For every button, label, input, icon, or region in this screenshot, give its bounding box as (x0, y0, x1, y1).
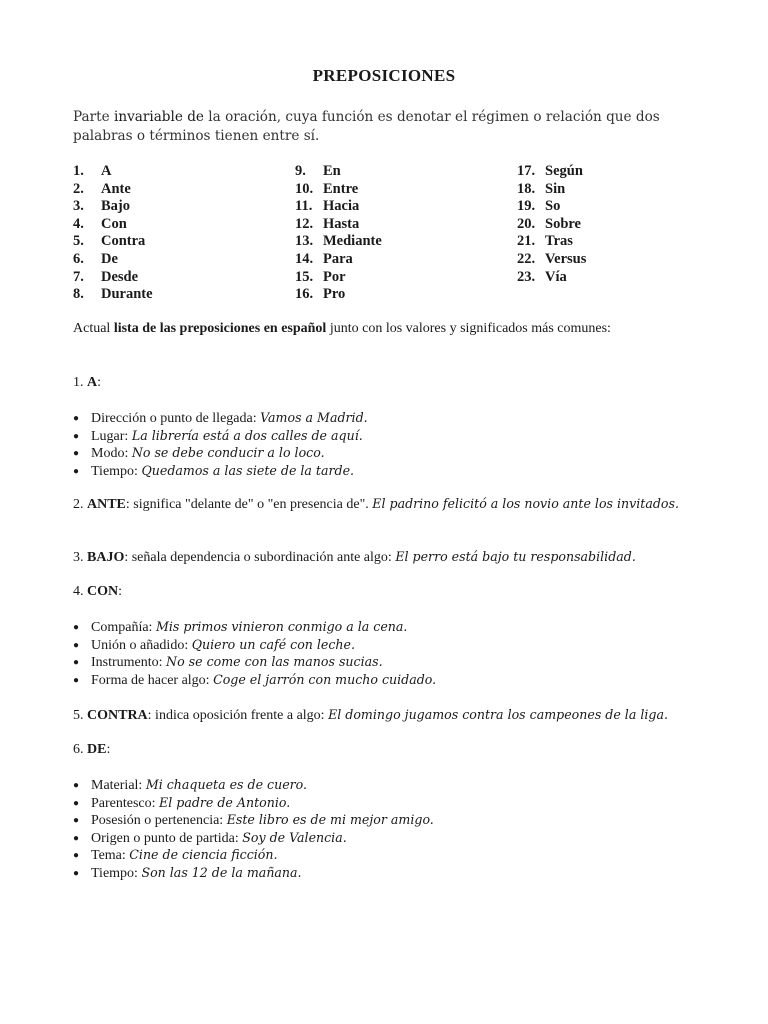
preposition-item (517, 216, 586, 234)
preposition-number: 14. (295, 250, 314, 267)
actual-list-paragraph (73, 320, 695, 338)
bullet-label: Lugar: (91, 428, 132, 444)
bullet-icon: ● (73, 657, 80, 669)
preposition-item (73, 216, 153, 234)
bullet-item (73, 671, 695, 689)
bullet-example: Cine de ciencia ficción. (129, 847, 278, 863)
preposition-word: Ante (101, 180, 131, 197)
actual-text-b: lista de las preposiciones en español (113, 321, 327, 336)
preposition-number: 17. (517, 163, 536, 179)
preposition-word: Sin (545, 180, 566, 197)
bullet-label: Origen o punto de partida: (91, 830, 243, 846)
preposition-word: Con (101, 215, 127, 232)
intro-text-a: Parte (73, 109, 114, 125)
preposition-word: Entre (323, 180, 359, 197)
preposition-item (295, 286, 382, 304)
bullet-label: Tiempo: (91, 865, 142, 881)
preposition-number: 22. (517, 250, 536, 267)
section-a-list (73, 409, 695, 479)
preposition-word: En (323, 163, 341, 179)
section-word: BAJO (87, 550, 125, 565)
preposition-number: 20. (517, 215, 536, 232)
bullet-label: Tiempo: (91, 463, 142, 479)
bullet-label: Dirección o punto de llegada: (91, 411, 261, 426)
section-ante (73, 495, 695, 514)
preposition-word: Bajo (101, 198, 130, 215)
preposition-item (295, 181, 382, 199)
preposition-item (517, 181, 586, 199)
preposition-number: 4. (73, 215, 84, 232)
section-number: 3. (73, 550, 87, 565)
preposition-word: Hasta (323, 215, 360, 232)
preposition-number: 9. (295, 163, 306, 179)
section-heading-a (73, 374, 695, 392)
bullet-icon: ● (73, 622, 80, 633)
bullet-item (73, 636, 695, 654)
section-word: CONTRA (87, 708, 148, 723)
preposition-item (73, 181, 153, 199)
intro-text-b: invariable de (113, 109, 204, 125)
preposition-number: 6. (73, 250, 84, 267)
bullet-label: Parentesco: (91, 795, 160, 811)
section-number: 6. (73, 742, 87, 757)
section-number: 1. (73, 375, 87, 390)
bullet-icon: ● (73, 465, 80, 477)
preposition-word: Versus (545, 250, 587, 267)
preposition-word: Hacia (323, 198, 360, 215)
preposition-item (73, 251, 153, 269)
preposition-item (295, 251, 382, 269)
intro-text-c: la oración, cuya función es denotar el régimen o relación que dos palabras o términos tienen entre sí. (73, 109, 660, 144)
preposition-number: 18. (517, 180, 536, 197)
bullet-label: Instrumento: (91, 655, 167, 671)
preposition-column-1 (73, 163, 153, 304)
preposition-item (517, 233, 586, 251)
preposition-word: Pro (323, 286, 346, 303)
preposition-item (517, 251, 586, 269)
bullet-label: Forma de hacer algo: (91, 672, 214, 688)
preposition-word: Desde (101, 268, 139, 285)
section-text: : significa "delante de" o "en presencia de". (125, 497, 373, 512)
bullet-example: Quedamos a las siete de la tarde. (141, 462, 355, 478)
bullet-example: Vamos a Madrid. (260, 410, 368, 425)
section-colon: : (106, 742, 111, 757)
preposition-item (517, 198, 586, 216)
preposition-number: 15. (295, 268, 314, 285)
bullet-label: Tema: (91, 848, 130, 864)
preposition-word: Por (323, 268, 346, 285)
preposition-column-2 (295, 163, 382, 304)
bullet-example: Soy de Valencia. (242, 829, 347, 845)
preposition-number: 7. (73, 268, 84, 285)
preposition-word: Vía (545, 268, 567, 285)
preposition-number: 12. (295, 215, 314, 232)
preposition-word: Tras (545, 233, 573, 250)
bullet-item (73, 462, 695, 480)
bullet-icon: ● (73, 850, 80, 862)
actual-text-c: junto con los valores y significados más comunes: (326, 321, 611, 336)
section-heading-con (73, 583, 695, 601)
bullet-example: Quiero un café con leche. (191, 636, 355, 652)
bullet-item (73, 846, 695, 864)
bullet-example: Mi chaqueta es de cuero. (145, 777, 308, 792)
preposition-item (295, 163, 382, 181)
preposition-number: 10. (295, 180, 314, 197)
section-word: A (87, 375, 98, 390)
bullet-icon: ● (73, 815, 80, 827)
section-contra (73, 706, 695, 725)
bullet-label: Unión o añadido: (91, 637, 192, 653)
section-colon: : (118, 584, 123, 599)
actual-text-a: Actual (73, 321, 114, 336)
preposition-word: Contra (101, 233, 146, 250)
bullet-item (73, 444, 695, 462)
preposition-word: Sobre (545, 215, 581, 232)
bullet-example: No se come con las manos sucias. (166, 654, 383, 670)
bullet-item (73, 653, 695, 671)
preposition-number: 19. (517, 198, 536, 215)
bullet-item (73, 427, 695, 445)
bullet-item (73, 776, 695, 794)
bullet-label: Compañía: (91, 620, 156, 635)
preposition-item (73, 233, 153, 251)
preposition-word: A (101, 163, 112, 179)
preposition-item (517, 163, 586, 181)
intro-paragraph (73, 108, 673, 146)
preposition-number: 2. (73, 180, 84, 197)
bullet-item (73, 618, 695, 636)
bullet-icon: ● (73, 413, 80, 424)
section-colon: : (97, 375, 102, 390)
bullet-item (73, 811, 695, 829)
bullet-example: No se debe conducir a lo loco. (131, 445, 325, 461)
bullet-example: Este libro es de mi mejor amigo. (226, 812, 434, 828)
section-heading-de (73, 741, 695, 759)
section-example: El domingo jugamos contra los campeones de la liga. (328, 707, 668, 722)
preposition-item (295, 269, 382, 287)
preposition-word: So (545, 198, 561, 215)
preposition-word: De (101, 250, 118, 267)
preposition-number: 1. (73, 163, 84, 179)
bullet-icon: ● (73, 639, 80, 651)
section-number: 2. (73, 497, 87, 512)
bullet-example: La librería está a dos calles de aquí. (131, 427, 363, 443)
bullet-item (73, 829, 695, 847)
section-text: : señala dependencia o subordinación ante algo: (124, 550, 396, 565)
bullet-label: Posesión o pertenencia: (91, 813, 227, 829)
bullet-icon: ● (73, 780, 80, 791)
section-word: CON (87, 584, 119, 599)
preposition-word: Durante (101, 286, 153, 303)
preposition-word: Mediante (323, 233, 382, 250)
bullet-icon: ● (73, 867, 80, 879)
preposition-item (73, 269, 153, 287)
section-text: : indica oposición frente a algo: (147, 708, 329, 723)
section-de-list (73, 776, 695, 882)
section-number: 4. (73, 584, 87, 599)
preposition-column-3 (517, 163, 586, 286)
bullet-icon: ● (73, 448, 80, 460)
preposition-word: Para (323, 250, 353, 267)
bullet-icon: ● (73, 430, 80, 442)
bullet-icon: ● (73, 674, 80, 686)
bullet-icon: ● (73, 797, 80, 809)
preposition-number: 3. (73, 198, 84, 215)
section-word: ANTE (87, 497, 126, 512)
preposition-item (295, 233, 382, 251)
preposition-number: 11. (295, 198, 313, 215)
preposition-item (73, 286, 153, 304)
section-number: 5. (73, 708, 87, 723)
section-word: DE (87, 742, 107, 757)
section-bajo (73, 548, 695, 567)
preposition-item (295, 198, 382, 216)
bullet-item (73, 409, 695, 427)
bullet-label: Modo: (91, 446, 132, 462)
preposition-number: 16. (295, 286, 314, 303)
preposition-item (517, 269, 586, 287)
preposition-number: 21. (517, 233, 536, 250)
preposition-item (73, 163, 153, 181)
preposition-item (73, 198, 153, 216)
bullet-item (73, 794, 695, 812)
preposition-number: 13. (295, 233, 314, 250)
preposition-item (295, 216, 382, 234)
preposition-number: 23. (517, 268, 536, 285)
section-con-list (73, 618, 695, 688)
preposition-word: Según (545, 163, 583, 179)
bullet-example: Son las 12 de la mañana. (141, 864, 302, 880)
bullet-example: El padre de Antonio. (159, 794, 291, 810)
preposition-number: 8. (73, 286, 84, 303)
section-example: El perro está bajo tu responsabilidad. (395, 549, 636, 564)
section-example: El padrino felicitó a los novio ante los invitados. (372, 496, 679, 511)
bullet-item (73, 864, 695, 882)
preposition-number: 5. (73, 233, 84, 250)
bullet-example: Mis primos vinieron conmigo a la cena. (155, 619, 408, 634)
bullet-icon: ● (73, 832, 80, 844)
bullet-label: Material: (91, 778, 146, 793)
bullet-example: Coge el jarrón con mucho cuidado. (213, 671, 437, 687)
page-title: PREPOSICIONES (312, 66, 456, 85)
